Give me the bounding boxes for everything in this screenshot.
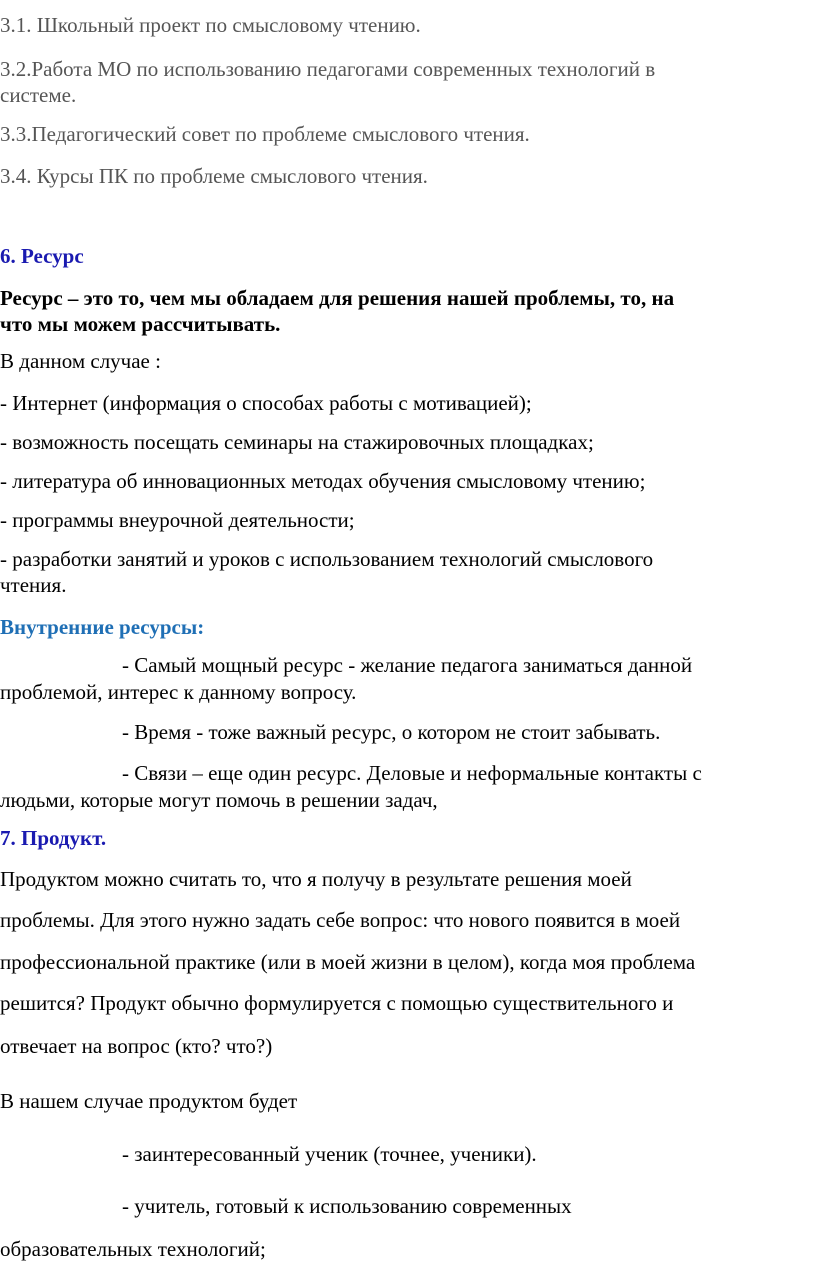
product-paragraph-line: отвечает на вопрос (кто? что?) xyxy=(0,1034,273,1058)
internal-resource-item: - Время - тоже важный ресурс, о котором не стоит забывать. xyxy=(122,720,661,744)
resource-item: - литература об инновационных методах обучения смысловому чтению; xyxy=(0,469,646,493)
internal-resource-item: - Связи – еще один ресурс. Деловые и неформальные контакты с xyxy=(122,761,702,785)
list-item-3-1: 3.1. Школьный проект по смысловому чтению. xyxy=(0,13,421,37)
list-item-3-4: 3.4. Курсы ПК по проблеме смыслового чтения. xyxy=(0,164,428,188)
section-heading-resource: 6. Ресурс xyxy=(0,244,84,268)
resource-definition-continued: что мы можем рассчитывать. xyxy=(0,312,281,336)
list-item-3-2: 3.2.Работа МО по использованию педагогами современных технологий в xyxy=(0,57,656,81)
product-item-continued: образовательных технологий; xyxy=(0,1237,266,1261)
internal-resources-heading: Внутренние ресурсы: xyxy=(0,615,205,639)
resource-item: - возможность посещать семинары на стажировочных площадках; xyxy=(0,430,594,454)
internal-resource-item-continued: проблемой, интерес к данному вопросу. xyxy=(0,680,357,704)
resource-item: - Интернет (информация о способах работы с мотивацией); xyxy=(0,391,532,415)
resource-item: - программы внеурочной деятельности; xyxy=(0,508,355,532)
resource-item: - разработки занятий и уроков с использованием технологий смыслового xyxy=(0,547,654,571)
product-paragraph-line: решится? Продукт обычно формулируется с помощью существительного и xyxy=(0,991,674,1015)
product-item: - учитель, готовый к использованию современных xyxy=(122,1194,572,1218)
list-item-3-2-continued: системе. xyxy=(0,83,77,107)
internal-resource-item-continued: людьми, которые могут помочь в решении задач, xyxy=(0,788,438,812)
internal-resource-item: - Самый мощный ресурс - желание педагога заниматься данной xyxy=(122,653,693,677)
product-intro: В нашем случае продуктом будет xyxy=(0,1089,298,1113)
section-heading-product: 7. Продукт. xyxy=(0,826,107,850)
product-item: - заинтересованный ученик (точнее, ученики). xyxy=(122,1142,537,1166)
resource-intro: В данном случае : xyxy=(0,349,161,373)
product-paragraph-line: профессиональной практике (или в моей жизни в целом), когда моя проблема xyxy=(0,950,696,974)
resource-item-continued: чтения. xyxy=(0,573,67,597)
product-paragraph-line: проблемы. Для этого нужно задать себе вопрос: что нового появится в моей xyxy=(0,908,681,932)
list-item-3-3: 3.3.Педагогический совет по проблеме смыслового чтения. xyxy=(0,122,530,146)
product-paragraph-line: Продуктом можно считать то, что я получу в результате решения моей xyxy=(0,867,632,891)
resource-definition: Ресурс – это то, чем мы обладаем для решения нашей проблемы, то, на xyxy=(0,286,675,310)
